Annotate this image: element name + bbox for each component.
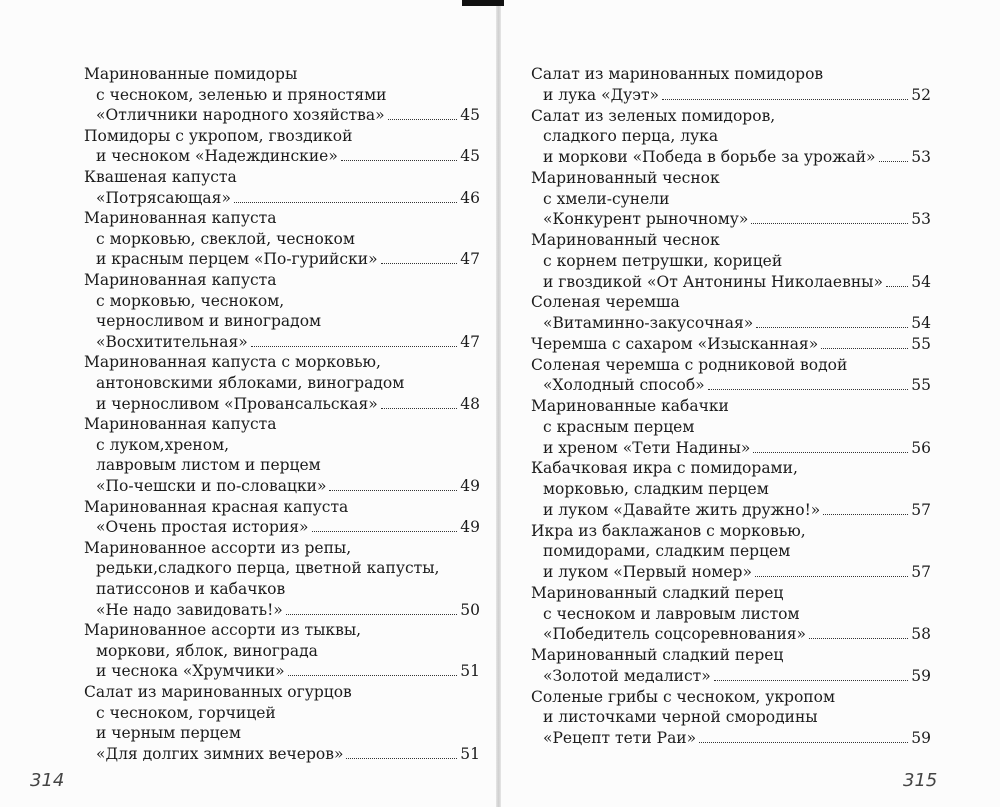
toc-entry-last-line <box>84 476 480 496</box>
toc-entry-subtitle: помидорами, сладким перцем <box>543 542 791 561</box>
toc-page-number: 51 <box>460 744 480 763</box>
toc-entry-subtitle: антоновскими яблоками, виноградом <box>96 374 405 392</box>
toc-entry-subtitle: моркови, яблок, винограда <box>96 641 318 660</box>
toc-entry-line <box>531 168 931 188</box>
toc-entry-subtitle: «Потрясающая» <box>96 188 231 207</box>
toc-entry-last-line <box>531 438 931 458</box>
dot-leader <box>753 452 908 453</box>
toc-page-number: 57 <box>911 500 931 519</box>
dot-leader <box>821 348 908 349</box>
dot-leader <box>341 160 457 161</box>
dot-leader <box>381 408 457 409</box>
toc-entry-line <box>84 208 480 228</box>
toc-entry-subtitle: с чесноком, зеленью и пряностями <box>96 85 387 104</box>
toc-entry-subtitle: «Витаминно-закусочная» <box>543 314 754 332</box>
toc-entry-line <box>84 641 480 661</box>
toc-entry-subtitle: «Не надо завидовать!» <box>96 600 283 619</box>
toc-entry-subtitle: с морковью, свеклой, чесноком <box>96 229 355 248</box>
toc-entry-line <box>531 106 931 126</box>
toc-entry-last-line <box>531 272 931 292</box>
toc-page-number: 53 <box>911 148 931 166</box>
dot-leader <box>823 514 908 515</box>
toc-entry-line <box>531 541 931 561</box>
toc-entry-line <box>84 703 480 723</box>
toc-entry-line <box>84 435 480 455</box>
toc-entry-line <box>531 64 931 84</box>
dot-leader <box>346 758 457 759</box>
toc-entry-subtitle: и черным перцем <box>96 724 241 743</box>
toc-page-number: 45 <box>460 147 480 166</box>
toc-entry-last-line <box>531 209 931 229</box>
toc-entry-title: Маринованная капуста <box>84 415 277 434</box>
dot-leader <box>381 263 458 264</box>
toc-entry-subtitle: с хмели-сунели <box>543 189 670 208</box>
toc-entry-line <box>84 414 480 434</box>
toc-page-number: 56 <box>911 438 931 457</box>
toc-entry-line <box>531 458 931 478</box>
toc-entry-subtitle: с луком,хреном, <box>96 435 230 454</box>
toc-entry-subtitle: и чесноком «Надеждинские» <box>96 147 338 166</box>
toc-entry-subtitle: морковью, сладким перцем <box>543 480 769 498</box>
toc-entry-title: Салат из маринованных помидоров <box>531 65 824 83</box>
toc-entry-last-line <box>531 500 931 520</box>
toc-entry-subtitle: и гвоздикой «От Антонины Николаевны» <box>543 272 883 291</box>
toc-entry-line <box>84 311 480 331</box>
toc-page-number: 57 <box>911 563 931 581</box>
toc-entry-title: Салат из зеленых помидоров, <box>531 106 776 125</box>
toc-entry-last-line <box>84 744 480 764</box>
toc-entry-line <box>531 292 931 312</box>
toc-page-number: 49 <box>460 518 480 537</box>
toc-entry-title: Маринованные кабачки <box>531 397 729 415</box>
toc-entry-line <box>84 64 480 84</box>
toc-entry-line <box>84 291 480 311</box>
dot-leader <box>879 161 909 162</box>
toc-entry-title: Маринованное ассорти из репы, <box>84 538 352 557</box>
toc-entry-line <box>531 479 931 499</box>
toc-entry-subtitle: и листочками черной смородины <box>543 708 818 727</box>
toc-entry-last-line <box>531 562 931 582</box>
toc-page-number: 53 <box>911 210 931 229</box>
left-page-number: 314 <box>30 770 65 791</box>
toc-entry-last-line <box>531 375 931 395</box>
toc-entry-last-line <box>531 85 931 105</box>
toc-entry-subtitle: сладкого перца, лука <box>543 127 719 146</box>
toc-entry-title: Маринованная капуста <box>84 209 277 228</box>
toc-entry-subtitle: и луком «Первый номер» <box>543 563 752 581</box>
toc-entry-title: Салат из маринованных огурцов <box>84 683 352 701</box>
toc-entry-subtitle: «Холодный способ» <box>543 376 705 395</box>
dot-leader <box>234 202 457 203</box>
dot-leader <box>288 675 458 676</box>
toc-entry-subtitle: «Победитель соцсоревнования» <box>543 625 807 644</box>
dot-leader <box>329 490 457 491</box>
toc-entry-line <box>531 687 931 707</box>
toc-entry-title: Маринованный чеснок <box>531 168 720 187</box>
toc-entry-line <box>531 396 931 416</box>
toc-entry-last-line <box>531 147 931 167</box>
toc-entry-last-line <box>84 394 480 414</box>
toc-entry-subtitle: «По-чешски и по-словацки» <box>96 477 327 495</box>
dot-leader <box>251 346 458 347</box>
toc-entry-last-line <box>531 728 931 748</box>
toc-entry-title: Маринованная капуста <box>84 271 277 289</box>
toc-entry-last-line <box>84 105 480 125</box>
dot-leader <box>714 680 909 681</box>
toc-page-number: 59 <box>911 729 931 747</box>
toc-entry-subtitle: и чеснока «Хрумчики» <box>96 662 285 681</box>
toc-page-number: 45 <box>460 106 480 125</box>
toc-entry-title: Соленая черемша с родниковой водой <box>531 355 848 374</box>
toc-entry-line <box>84 558 480 578</box>
toc-entry-subtitle: с чесноком, горчицей <box>96 703 276 722</box>
toc-entry-title: Маринованная капуста с морковью, <box>84 353 381 372</box>
toc-entry-subtitle: «Для долгих зимних вечеров» <box>96 744 344 763</box>
toc-entry-subtitle: и красным перцем «По-гурийски» <box>96 250 378 269</box>
dot-leader <box>809 638 908 639</box>
toc-entry-title: Соленые грибы с чесноком, укропом <box>531 687 836 706</box>
toc-entry-line <box>84 682 480 702</box>
toc-entry-title: Маринованный сладкий перец <box>531 646 784 664</box>
toc-entry-line <box>84 352 480 372</box>
toc-entry-line <box>531 583 931 603</box>
toc-entry-last-line <box>531 666 931 686</box>
toc-entry-last-line <box>84 249 480 269</box>
dot-leader <box>662 99 908 100</box>
dot-leader <box>312 531 458 532</box>
toc-page-number: 51 <box>460 662 480 681</box>
toc-entry-line <box>84 723 480 743</box>
toc-entry-last-line <box>531 624 931 644</box>
dot-leader <box>886 286 908 287</box>
toc-entry-line <box>531 604 931 624</box>
toc-entry-subtitle: «Золотой медалист» <box>543 666 711 685</box>
toc-entry-last-line <box>84 661 480 681</box>
toc-entry-line <box>84 229 480 249</box>
toc-entry-title: Черемша с сахаром «Изысканная» <box>531 334 819 353</box>
toc-entry-line <box>84 126 480 146</box>
toc-entry-title: Маринованный чеснок <box>531 231 720 249</box>
toc-entry-title: Кабачковая икра с помидорами, <box>531 459 798 478</box>
toc-entry-subtitle: и черносливом «Провансальская» <box>96 394 378 413</box>
toc-page-number: 47 <box>460 250 480 269</box>
toc-entry-line <box>531 645 931 665</box>
toc-entry-subtitle: с красным перцем <box>543 417 695 436</box>
dot-leader <box>286 614 457 615</box>
toc-entry-line <box>531 189 931 209</box>
toc-entry-line <box>84 620 480 640</box>
top-edge-mark <box>462 0 504 6</box>
toc-entry-line <box>531 230 931 250</box>
toc-page-number: 46 <box>460 188 480 207</box>
toc-entry-subtitle: лавровым листом и перцем <box>96 456 321 475</box>
toc-page-number: 58 <box>911 625 931 644</box>
toc-entry-title: Маринованный сладкий перец <box>531 583 784 602</box>
toc-page-number: 52 <box>911 85 931 104</box>
dot-leader <box>388 119 458 120</box>
toc-entry-subtitle: «Восхитительная» <box>96 332 248 351</box>
toc-entry-subtitle: и луком «Давайте жить дружно!» <box>543 500 821 519</box>
toc-entry-title: Маринованная красная капуста <box>84 497 349 516</box>
toc-entry-subtitle: черносливом и виноградом <box>96 312 322 331</box>
toc-entry-last-line <box>84 517 480 537</box>
toc-entry-title: Маринованные помидоры <box>84 65 298 83</box>
toc-entry-subtitle: с чесноком и лавровым листом <box>543 604 800 623</box>
toc-entry-line <box>531 521 931 541</box>
toc-entry-last-line <box>531 334 931 354</box>
toc-entry-subtitle: и моркови «Победа в борьбе за урожай» <box>543 148 876 166</box>
toc-entry-subtitle: «Рецепт тети Раи» <box>543 729 697 747</box>
dot-leader <box>755 576 908 577</box>
toc-page-number: 55 <box>911 334 931 353</box>
toc-entry-title: Икра из баклажанов с морковью, <box>531 521 806 540</box>
toc-entry-line <box>531 355 931 375</box>
toc-page-number: 59 <box>911 666 931 685</box>
toc-entry-subtitle: редьки,сладкого перца, цветной капусты, <box>96 559 440 578</box>
toc-entry-subtitle: и лука «Дуэт» <box>543 85 660 104</box>
toc-page-number: 47 <box>460 332 480 351</box>
toc-entry-title: Помидоры с укропом, гвоздикой <box>84 126 353 145</box>
toc-entry-subtitle: «Конкурент рыночному» <box>543 210 749 229</box>
toc-entry-line <box>531 417 931 437</box>
dot-leader <box>751 223 908 224</box>
toc-entry-line <box>84 538 480 558</box>
toc-entry-line <box>84 579 480 599</box>
toc-entry-subtitle: и хреном «Тети Надины» <box>543 438 751 457</box>
toc-entry-last-line <box>531 313 931 333</box>
toc-entry-line <box>84 455 480 475</box>
toc-entry-line <box>531 707 931 727</box>
toc-entry-line <box>84 167 480 187</box>
toc-entry-subtitle: с корнем петрушки, корицей <box>543 251 783 270</box>
toc-entry-line <box>84 270 480 290</box>
toc-page-number: 54 <box>911 272 931 291</box>
toc-entry-title: Квашеная капуста <box>84 168 237 186</box>
toc-entry-line <box>531 251 931 271</box>
book-spine <box>496 0 501 807</box>
right-page-number: 315 <box>903 770 938 791</box>
toc-page-number: 49 <box>460 477 480 495</box>
toc-entry-last-line <box>84 188 480 208</box>
toc-entry-line <box>84 497 480 517</box>
toc-entry-last-line <box>84 332 480 352</box>
toc-entry-subtitle: с морковью, чесноком, <box>96 291 285 310</box>
toc-entry-title: Маринованное ассорти из тыквы, <box>84 621 362 640</box>
toc-entry-line <box>84 373 480 393</box>
toc-entry-line <box>531 126 931 146</box>
toc-entry-last-line <box>84 146 480 166</box>
dot-leader <box>708 389 909 390</box>
toc-entry-title: Соленая черемша <box>531 293 680 312</box>
toc-entry-subtitle: «Отличники народного хозяйства» <box>96 106 385 125</box>
dot-leader <box>756 327 908 328</box>
toc-entry-subtitle: «Очень простая история» <box>96 518 309 537</box>
toc-page-number: 55 <box>911 376 931 395</box>
toc-entry-last-line <box>84 600 480 620</box>
toc-page-number: 50 <box>460 600 480 619</box>
dot-leader <box>699 742 908 743</box>
toc-entry-subtitle: патиссонов и кабачков <box>96 580 286 598</box>
toc-entry-line <box>84 85 480 105</box>
toc-page-number: 48 <box>460 394 480 413</box>
toc-page-number: 54 <box>911 314 931 332</box>
